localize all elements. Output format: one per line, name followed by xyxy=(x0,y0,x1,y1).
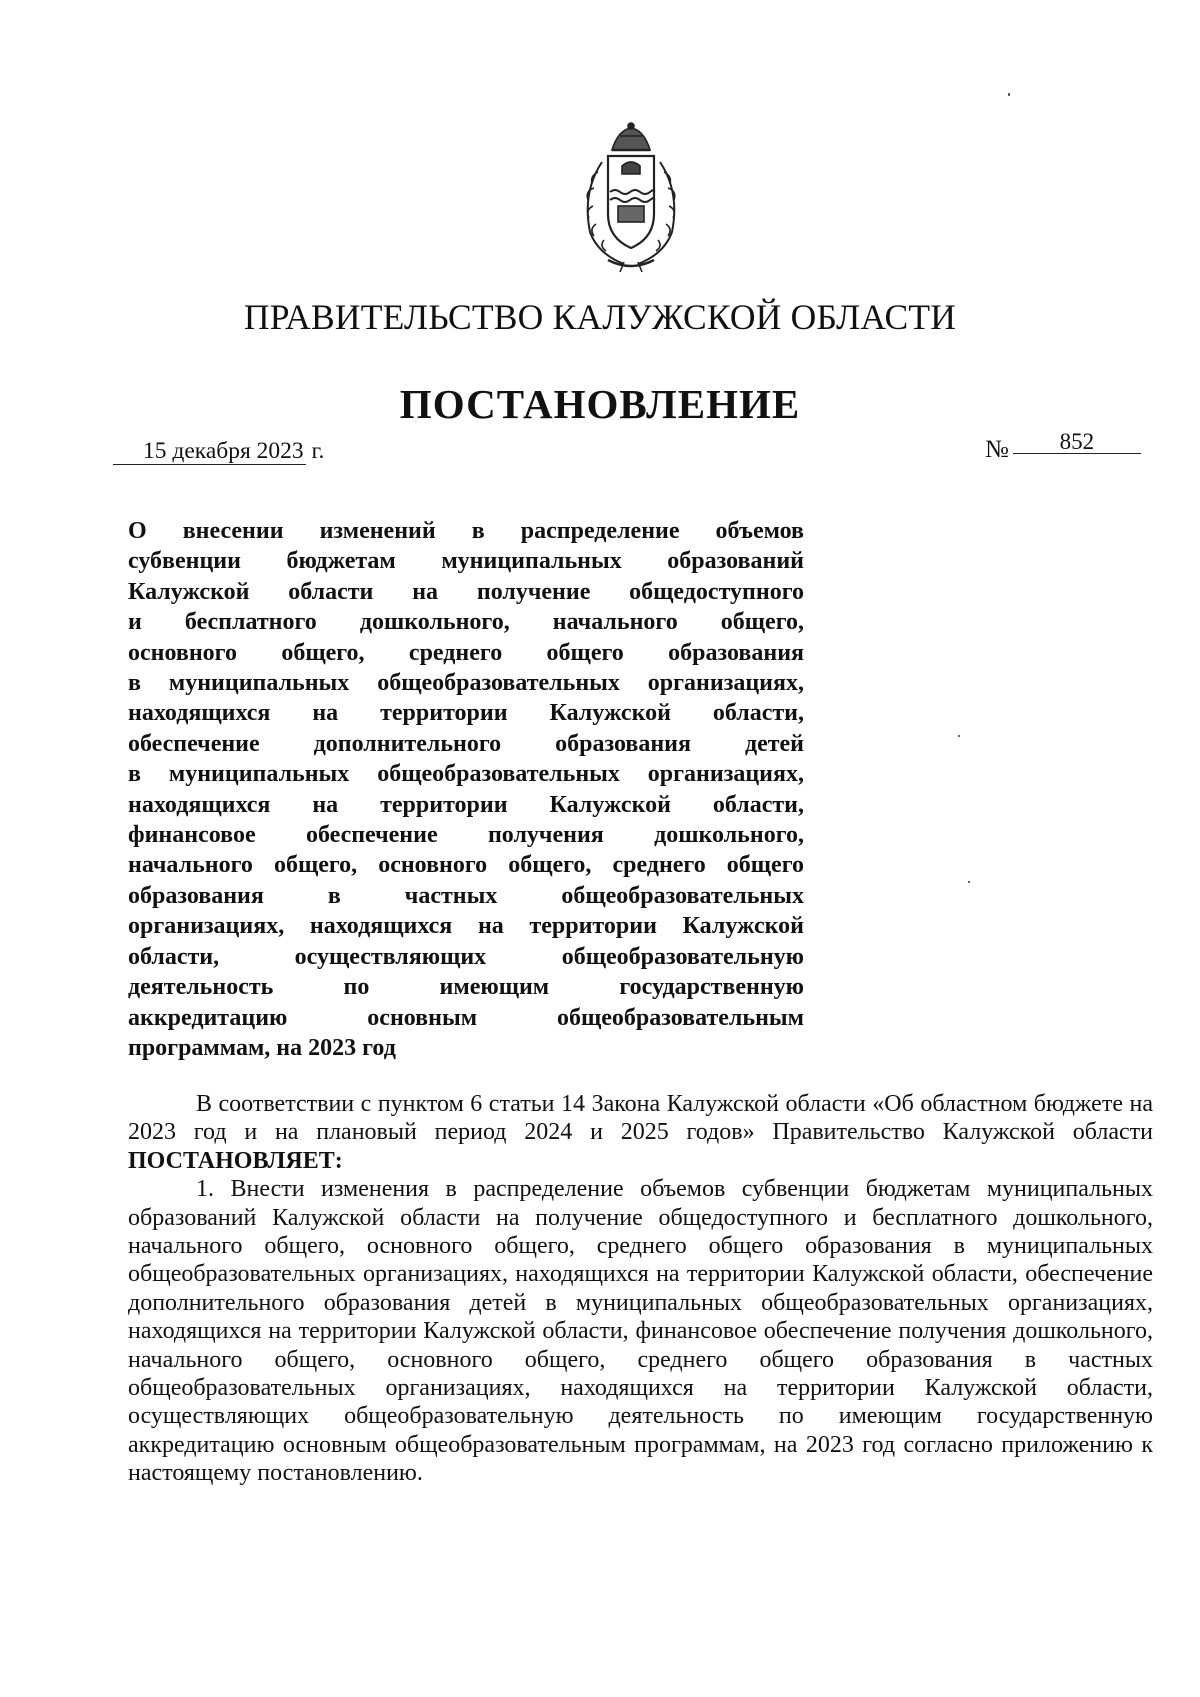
date-suffix: г. xyxy=(311,438,325,464)
document-body xyxy=(128,1090,1153,1488)
subject-line: начального общего, основного общего, среднего общего xyxy=(128,852,804,879)
preamble-text: В соответствии с пунктом 6 статьи 14 Закона Калужской области «Об областном бюджете на 2023 год и на плановый период 2024 и 2025 годов» Правительство Калужской области xyxy=(128,1091,1153,1146)
scan-speck xyxy=(958,735,960,737)
subject-line: основного общего, среднего общего образования xyxy=(128,639,804,666)
subject-line: деятельность по имеющим государственную xyxy=(128,974,804,1001)
scan-speck xyxy=(968,881,970,883)
document-type-title: ПОСТАНОВЛЕНИЕ xyxy=(399,381,801,427)
subject-line: программам, на 2023 год xyxy=(128,1034,396,1061)
number-value: 852 xyxy=(1013,431,1141,454)
document-date xyxy=(113,438,324,465)
subject-line: аккредитацию основным общеобразовательным xyxy=(128,1004,804,1031)
subject-line: Калужской области на получение общедоступного xyxy=(128,578,804,605)
item-1-paragraph: 1. Внести изменения в распределение объемов субвенции бюджетам муниципальных образований Калужской области на получение общедоступного и бесплатного дошкольного, начального общего, основного общего, среднего общего образования в муниципальных общеобразовательных организациях, находящихся на территории Калужской области, обеспечение дополнительного образования детей в муниципальных общеобразовательных организациях, находящихся на территории Калужской области, финансовое обеспечение получения дошкольного, начального общего, основного общего, среднего общего образования в частных общеобразовательных организациях, находящихся на территории Калужской области, осуществляющих общеобразовательную деятельность по имеющим государственную аккредитацию основным общеобразовательным программам, на 2023 год согласно приложению к настоящему постановлению. xyxy=(128,1176,1153,1487)
subject-line: и бесплатного дошкольного, начального общего, xyxy=(128,609,804,636)
subject-line: субвенции бюджетам муниципальных образований xyxy=(128,548,804,575)
subject-line: финансовое обеспечение получения дошкольного, xyxy=(128,822,804,849)
decree-word: ПОСТАНОВЛЯЕТ: xyxy=(128,1147,343,1174)
subject-line: образования в частных общеобразовательных xyxy=(128,882,804,909)
document-subject xyxy=(128,516,804,1063)
subject-line: О внесении изменений в распределение объемов xyxy=(128,518,804,544)
subject-line: в муниципальных общеобразовательных организациях, xyxy=(128,670,804,697)
subject-line: находящихся на территории Калужской области, xyxy=(128,700,804,727)
subject-line: обеспечение дополнительного образования детей xyxy=(128,730,804,757)
subject-line: в муниципальных общеобразовательных организациях, xyxy=(128,761,804,788)
subject-line: находящихся на территории Калужской области, xyxy=(128,791,804,818)
subject-line: организациях, находящихся на территории Калужской xyxy=(128,913,804,940)
document-number xyxy=(985,429,1141,464)
subject-line: области, осуществляющих общеобразовательную xyxy=(128,943,804,970)
preamble-paragraph xyxy=(128,1090,1153,1175)
organization-title: ПРАВИТЕЛЬСТВО КАЛУЖСКОЙ ОБЛАСТИ xyxy=(243,297,957,337)
number-label: № xyxy=(985,436,1009,463)
scan-speck xyxy=(1008,93,1010,96)
coat-of-arms-icon xyxy=(568,122,694,274)
date-value: 15 декабря 2023 xyxy=(113,438,306,465)
